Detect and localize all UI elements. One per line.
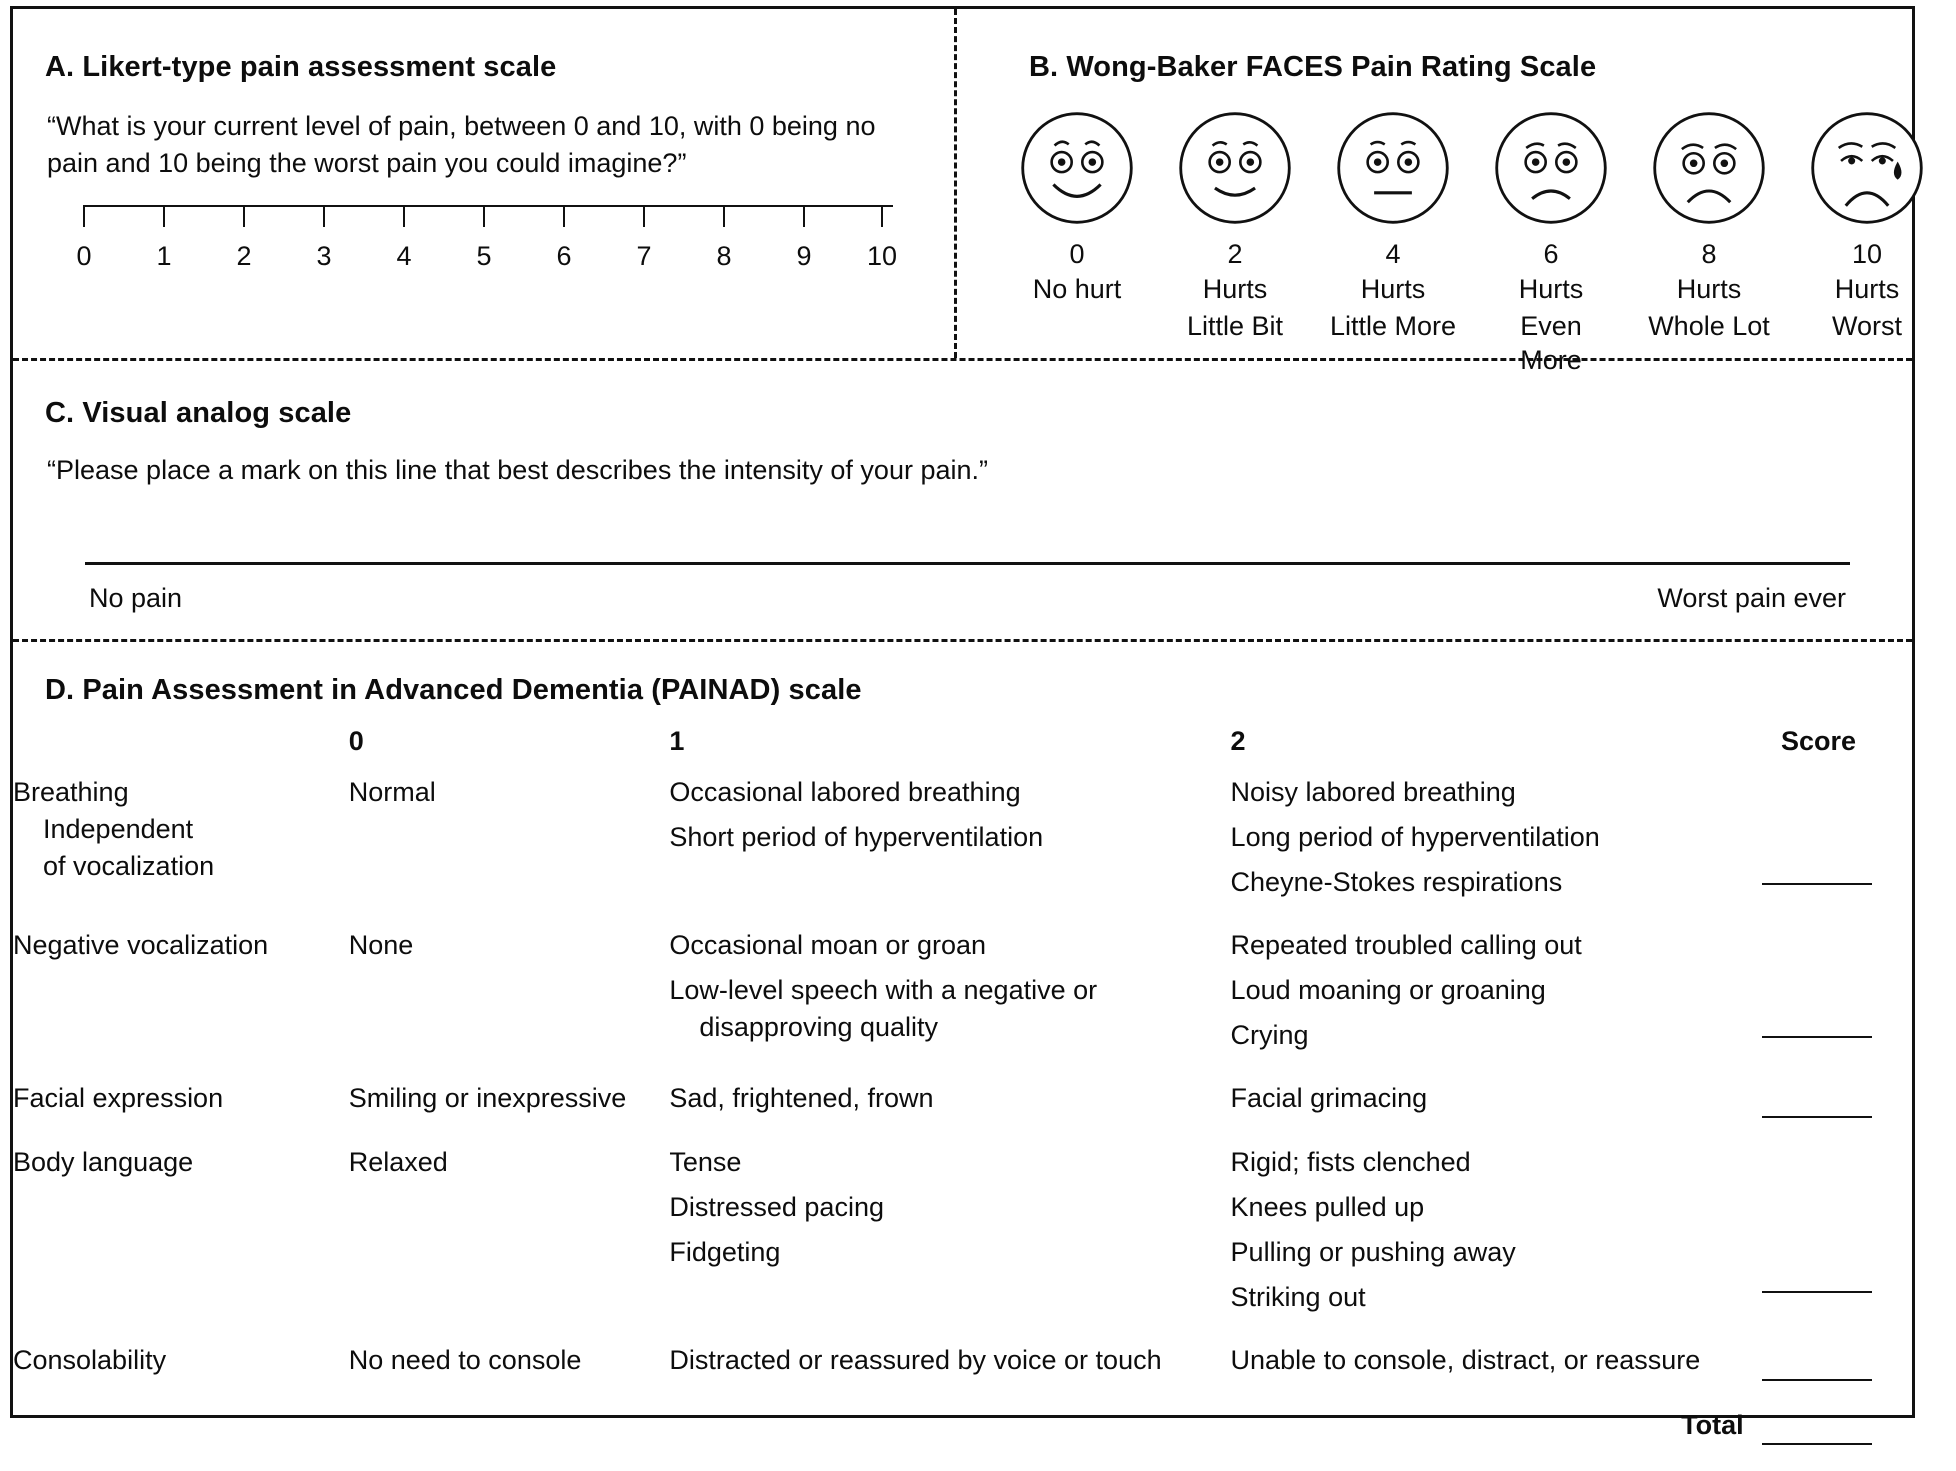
option-line: Facial grimacing: [1230, 1082, 1428, 1113]
face-label: Hurts: [1676, 274, 1742, 304]
option-line: Crying: [1230, 1019, 1309, 1050]
panel-c-title: C. Visual analog scale: [45, 397, 352, 429]
painad-col-0: [349, 1342, 670, 1406]
likert-number: 0: [76, 241, 92, 271]
panel-a-likert: [13, 9, 957, 358]
item-line: of vocalization: [43, 850, 215, 881]
painad-col-1: [669, 1144, 1230, 1342]
painad-col-1: [669, 927, 1230, 1080]
painad-col-1: [669, 1342, 1230, 1406]
face-label: Hurts: [1518, 274, 1584, 304]
likert-number: 1: [156, 241, 172, 271]
spacer: [349, 1407, 670, 1471]
panel-d-painad: [13, 674, 1912, 1471]
table-row: [13, 1080, 1912, 1144]
face-score: 6: [1543, 239, 1559, 269]
score-blank[interactable]: [1762, 1255, 1872, 1293]
vas-line[interactable]: [85, 562, 1850, 565]
option-line: Rigid; fists clenched: [1230, 1147, 1471, 1178]
painad-score-cell[interactable]: [1762, 774, 1912, 927]
face-label-2: Even More: [1520, 310, 1582, 376]
painad-item-label: [13, 1080, 349, 1144]
option-line: Sad, frightened, frown: [669, 1082, 934, 1113]
painad-col-0: [349, 927, 670, 1080]
option-line: No need to console: [348, 1345, 582, 1376]
face-item-6: [1487, 109, 1615, 378]
option-line: Knees pulled up: [1230, 1192, 1425, 1223]
total-label: Total: [1681, 1409, 1744, 1440]
item-line: Independent: [43, 813, 194, 844]
face-crying-icon: [1808, 109, 1926, 227]
table-row: [13, 1144, 1912, 1342]
painad-col-2: [1231, 1080, 1762, 1144]
painad-table: [13, 723, 1912, 1471]
likert-number: 7: [636, 241, 652, 271]
painad-col-2: [1231, 1342, 1762, 1406]
faces-scale: [1013, 109, 1931, 378]
face-score: 10: [1851, 239, 1883, 269]
face-label: Hurts: [1834, 274, 1900, 304]
painad-col-1: [669, 1080, 1230, 1144]
score-blank[interactable]: [1762, 847, 1872, 885]
face-item-0: [1013, 109, 1141, 378]
face-score: 0: [1069, 239, 1085, 269]
face-score: 4: [1385, 239, 1401, 269]
likert-numbers: [76, 241, 898, 275]
likert-number: 6: [556, 241, 572, 271]
painad-score-cell[interactable]: [1762, 1080, 1912, 1144]
likert-number: 10: [866, 241, 898, 271]
option-line: Occasional moan or groan: [669, 929, 987, 960]
painad-item-label: [13, 1342, 349, 1406]
panel-c-instruction: “Please place a mark on this line that best describes the intensity of your pain.”: [47, 455, 988, 485]
panel-a-title: A. Likert-type pain assessment scale: [45, 51, 557, 83]
painad-col-2: [1231, 1144, 1762, 1342]
painad-col-1: [669, 774, 1230, 927]
likert-number: 9: [796, 241, 812, 271]
face-score: 2: [1227, 239, 1243, 269]
face-item-10: [1803, 109, 1931, 378]
spacer: [13, 1407, 349, 1471]
option-line: Occasional labored breathing: [669, 776, 1021, 807]
face-label: Hurts: [1202, 274, 1268, 304]
painad-header-item: [13, 723, 349, 774]
option-line: Long period of hyperventilation: [1230, 821, 1600, 852]
painad-col-0: [349, 1080, 670, 1144]
option-line: Noisy labored breathing: [1230, 776, 1516, 807]
face-score: 8: [1701, 239, 1717, 269]
face-label-2: Whole Lot: [1648, 310, 1770, 341]
likert-number: 3: [316, 241, 332, 271]
face-frown-icon: [1492, 109, 1610, 227]
item-line: Consolability: [13, 1345, 167, 1376]
face-item-8: [1645, 109, 1773, 378]
painad-header-2: 2: [1230, 726, 1246, 756]
painad-col-0: [349, 774, 670, 927]
painad-item-label: [13, 1144, 349, 1342]
painad-col-2: [1231, 774, 1762, 927]
painad-header-1: 1: [669, 726, 685, 756]
vas-left-label: No pain: [89, 583, 183, 613]
pain-assessment-figure: [10, 6, 1915, 1440]
item-line: Breathing: [13, 776, 129, 807]
painad-header-score: Score: [1780, 726, 1856, 756]
option-line: Striking out: [1230, 1282, 1366, 1313]
painad-header-0: 0: [348, 726, 364, 756]
panel-a-question: “What is your current level of pain, between 0 and 10, with 0 being no pain and 10 being the worst pain you could imagine?”: [47, 111, 876, 179]
likert-number: 4: [396, 241, 412, 271]
face-slight-smile-icon: [1176, 109, 1294, 227]
option-line: Pulling or pushing away: [1230, 1237, 1516, 1268]
painad-item-label: [13, 774, 349, 927]
painad-score-cell[interactable]: [1762, 927, 1912, 1080]
option-line: Distracted or reassured by voice or touch: [669, 1345, 1162, 1376]
score-blank[interactable]: [1762, 1080, 1872, 1118]
option-line: Loud moaning or groaning: [1230, 974, 1546, 1005]
panel-c-visual-analog: [13, 397, 1912, 642]
painad-score-cell[interactable]: [1762, 1144, 1912, 1342]
face-label: No hurt: [1032, 274, 1122, 304]
table-row: [13, 1342, 1912, 1406]
option-line: Unable to console, distract, or reassure: [1230, 1345, 1701, 1376]
painad-col-2: [1231, 927, 1762, 1080]
option-line: Repeated troubled calling out: [1230, 929, 1582, 960]
likert-number: 8: [716, 241, 732, 271]
table-row: [13, 774, 1912, 927]
vas-labels: [89, 583, 1846, 614]
painad-col-0: [349, 1144, 670, 1342]
option-line: Tense: [669, 1147, 742, 1178]
panel-row-ab: [13, 9, 1912, 376]
panel-d-title: D. Pain Assessment in Advanced Dementia (PAINAD) scale: [45, 674, 862, 706]
face-neutral-icon: [1334, 109, 1452, 227]
item-line: Facial expression: [13, 1082, 224, 1113]
option-line: Cheyne-Stokes respirations: [1230, 866, 1563, 897]
spacer: [669, 1407, 1230, 1471]
panel-b-faces: [957, 9, 1912, 376]
option-line: Relaxed: [348, 1147, 448, 1178]
score-blank[interactable]: [1762, 1000, 1872, 1038]
painad-item-label: [13, 927, 349, 1080]
option-line: Normal: [348, 776, 436, 807]
likert-scale: [76, 205, 898, 275]
total-blank[interactable]: [1762, 1407, 1872, 1445]
face-label-2: Worst: [1831, 310, 1902, 341]
option-line: Distressed pacing: [669, 1192, 884, 1223]
option-line: Short period of hyperventilation: [669, 821, 1044, 852]
painad-total-row: [13, 1407, 1912, 1471]
face-item-4: [1329, 109, 1457, 378]
likert-ruler: [83, 205, 893, 237]
face-item-2: [1171, 109, 1299, 378]
option-line: None: [348, 929, 414, 960]
likert-number: 2: [236, 241, 252, 271]
option-line: Low-level speech with a negative or disapproving quality: [669, 974, 1098, 1042]
painad-score-cell[interactable]: [1762, 1342, 1912, 1406]
face-label-2: Little More: [1329, 310, 1457, 341]
item-line: Body language: [13, 1147, 194, 1178]
face-label: Hurts: [1360, 274, 1426, 304]
total-score-cell[interactable]: [1762, 1407, 1912, 1471]
score-blank[interactable]: [1762, 1342, 1872, 1380]
likert-number: 5: [476, 241, 492, 271]
painad-header-row: [13, 723, 1912, 774]
vas-right-label: Worst pain ever: [1657, 583, 1846, 613]
item-line: Negative vocalization: [13, 929, 269, 960]
option-line: Fidgeting: [669, 1237, 781, 1268]
face-sad-icon: [1650, 109, 1768, 227]
panel-b-title: B. Wong-Baker FACES Pain Rating Scale: [1029, 51, 1597, 83]
option-line: Smiling or inexpressive: [348, 1082, 627, 1113]
face-happy-icon: [1018, 109, 1136, 227]
table-row: [13, 927, 1912, 1080]
face-label-2: Little Bit: [1186, 310, 1284, 341]
